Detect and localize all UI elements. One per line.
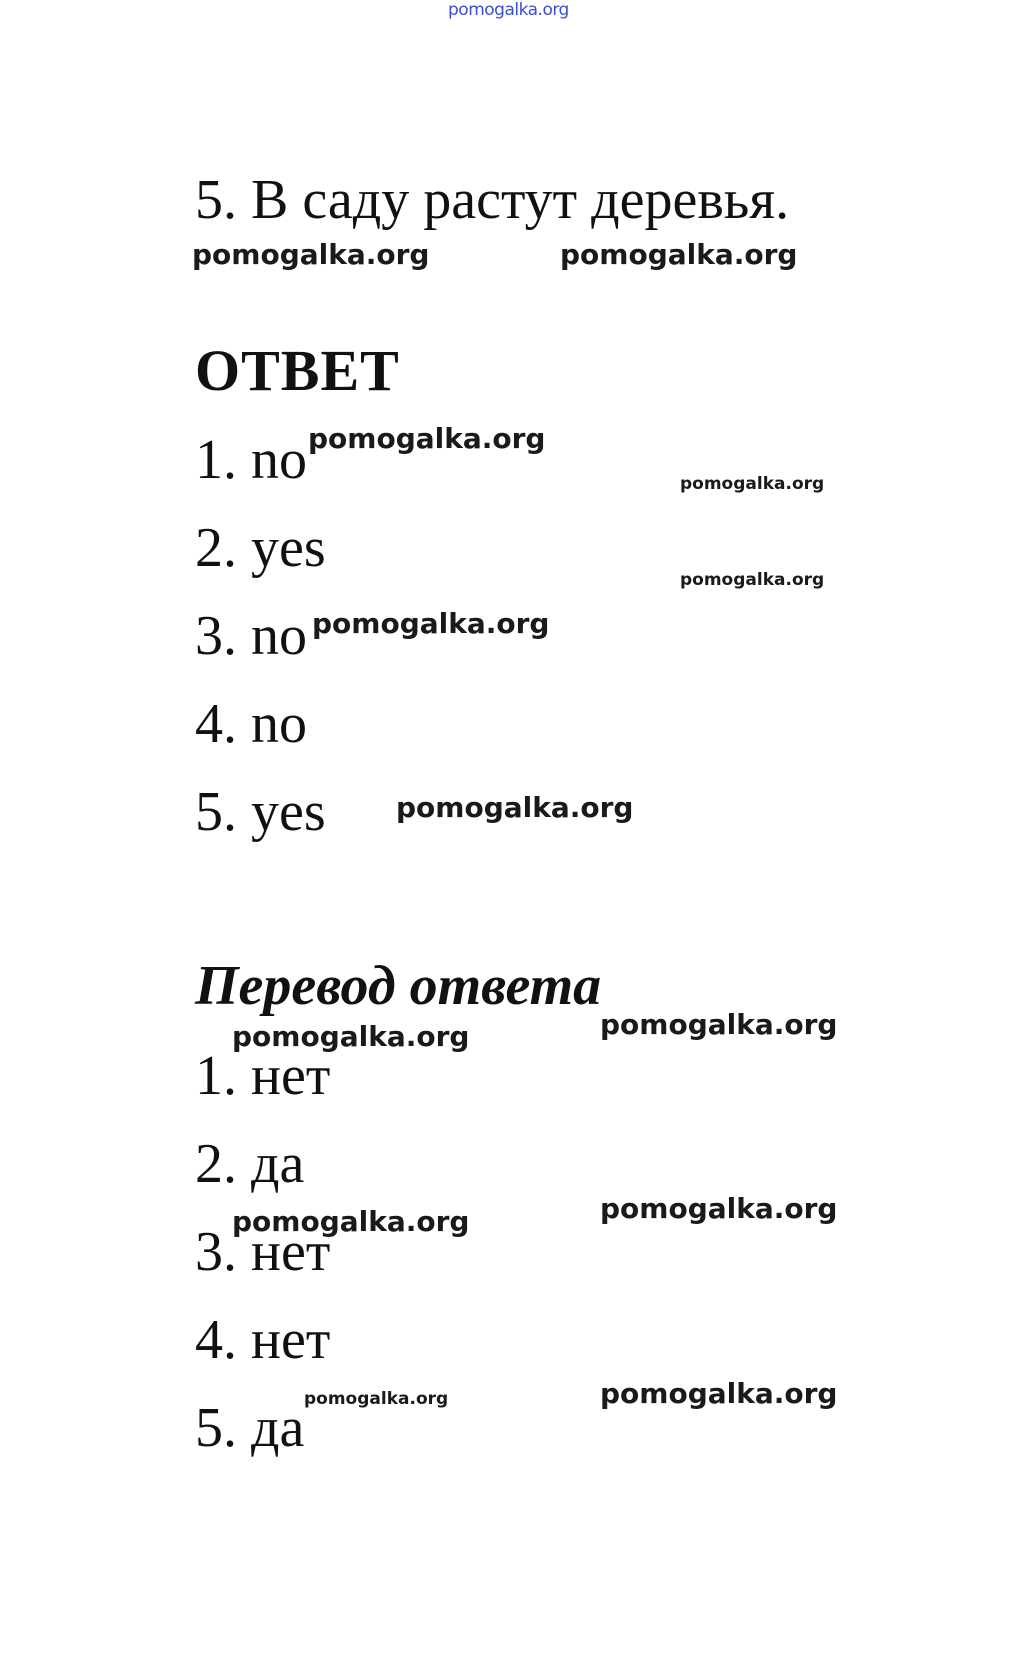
- watermark: pomogalka.org: [232, 1020, 470, 1053]
- answer-item-1: 1. no: [195, 429, 307, 491]
- watermark: pomogalka.org: [308, 422, 546, 455]
- answer-item-3: 3. no: [195, 605, 307, 667]
- translation-heading: Перевод ответа: [195, 955, 602, 1017]
- watermark: pomogalka.org: [396, 791, 634, 824]
- watermark: pomogalka.org: [304, 1389, 449, 1409]
- watermark: pomogalka.org: [600, 1192, 838, 1225]
- answer-heading: ОТВЕТ: [195, 338, 400, 403]
- answer-item-5: 5. yes: [195, 781, 326, 843]
- answer-item-4: 4. no: [195, 693, 307, 755]
- watermark: pomogalka.org: [680, 570, 825, 590]
- watermark: pomogalka.org: [680, 474, 825, 494]
- watermark: pomogalka.org: [232, 1205, 470, 1238]
- watermark: pomogalka.org: [312, 607, 550, 640]
- translation-item-1: 1. нет: [195, 1045, 331, 1107]
- watermark: pomogalka.org: [600, 1008, 838, 1041]
- watermark: pomogalka.org: [560, 238, 798, 271]
- translation-item-5: 5. да: [195, 1397, 305, 1459]
- translation-item-4: 4. нет: [195, 1309, 331, 1371]
- translation-item-2: 2. да: [195, 1133, 305, 1195]
- answer-item-2: 2. yes: [195, 517, 326, 579]
- question-text: 5. В саду растут деревья.: [195, 169, 790, 231]
- header-watermark[interactable]: pomogalka.org: [448, 0, 569, 20]
- watermark: pomogalka.org: [192, 238, 430, 271]
- translation-item-3: 3. нет: [195, 1221, 331, 1283]
- watermark: pomogalka.org: [600, 1377, 838, 1410]
